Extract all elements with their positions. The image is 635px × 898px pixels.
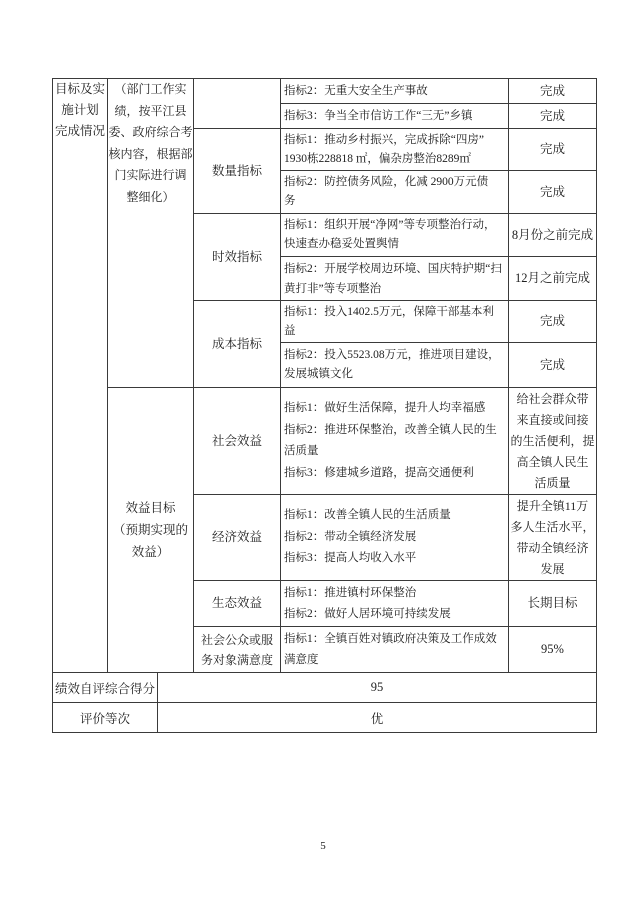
result-cell bbox=[508, 580, 597, 627]
category-label: 成本指标 bbox=[211, 336, 262, 351]
result-cell bbox=[508, 626, 597, 673]
result-line: 8月份之前完成 bbox=[511, 227, 594, 242]
indicator-line: 指标1：投入1402.5万元，保障干部基本利 bbox=[284, 305, 494, 318]
result-line: 多人生活水平， bbox=[510, 519, 595, 534]
goal-label-line: 目标及实 bbox=[54, 82, 105, 96]
result-line: 给社会群众带 bbox=[516, 391, 589, 406]
result-line: 95% bbox=[541, 642, 564, 656]
indicator-cell bbox=[280, 580, 509, 627]
indicator-line: 指标3：修建城乡道路，提高交通便利 bbox=[284, 466, 474, 479]
result-line: 12月之前完成 bbox=[514, 271, 590, 285]
indicator-line: 指标2：推进环保整治，改善全镇人民的生 bbox=[284, 423, 497, 436]
result-line: 完成 bbox=[539, 357, 565, 372]
indicator-line: 指标1：推动乡村振兴，完成拆除“四房” bbox=[284, 133, 484, 146]
indicator-cell bbox=[280, 626, 509, 673]
result-cell bbox=[508, 213, 597, 257]
indicator-line: 满意度 bbox=[284, 653, 319, 666]
benefit-label-line: 效益） bbox=[131, 545, 170, 559]
indicator-line: 指标1：推进镇村环保整治 bbox=[284, 586, 417, 599]
category-label: 生态效益 bbox=[211, 596, 262, 610]
result-cell bbox=[508, 128, 597, 171]
dept-note-line: 核内容，根据部 bbox=[108, 146, 193, 161]
indicator-line: 活质量 bbox=[284, 445, 319, 457]
category-cell-satisfaction bbox=[193, 626, 281, 673]
indicator-cell bbox=[280, 170, 509, 214]
grade-value-cell bbox=[157, 702, 597, 733]
indicator-cell bbox=[280, 103, 509, 129]
dept-note-cell bbox=[107, 78, 194, 388]
grade-value: 优 bbox=[370, 711, 384, 726]
indicator-line: 指标2：投入5523.08万元，推进项目建设， bbox=[284, 349, 500, 361]
result-line: 完成 bbox=[539, 108, 565, 123]
benefit-label-line: （预期实现的 bbox=[112, 523, 188, 537]
indicator-line: 指标2：带动全镇经济发展 bbox=[284, 530, 417, 543]
result-line: 长期目标 bbox=[527, 596, 578, 610]
indicator-line: 指标1：改善全镇人民的生活质量 bbox=[284, 509, 451, 522]
result-line: 完成 bbox=[539, 142, 565, 156]
dept-note-line: 绩，按平江县 bbox=[114, 103, 187, 118]
category-cell-continued bbox=[193, 78, 281, 129]
indicator-cell bbox=[280, 387, 509, 495]
category-cell-ecological bbox=[193, 580, 281, 627]
indicator-line: 务 bbox=[284, 195, 296, 207]
indicator-cell bbox=[280, 494, 509, 581]
dept-note-line: 整细化） bbox=[126, 189, 175, 204]
indicator-line: 1930栋228818 ㎡，偏杂房整治8289㎡ bbox=[284, 152, 471, 165]
dept-note-line: 委、政府综合考 bbox=[108, 125, 193, 139]
result-cell bbox=[508, 256, 597, 301]
indicator-cell bbox=[280, 342, 509, 388]
category-cell-economic bbox=[193, 494, 281, 581]
indicator-line: 指标1：做好生活保障，提升人均幸福感 bbox=[284, 402, 486, 414]
result-line: 来直接或间接 bbox=[516, 412, 589, 427]
indicator-line: 指标1：全镇百姓对镇政府决策及工作成效 bbox=[284, 632, 497, 645]
result-cell bbox=[508, 78, 597, 104]
page-number: 5 bbox=[320, 840, 326, 852]
score-value: 95 bbox=[370, 680, 384, 694]
indicator-line: 指标1：组织开展“净网”等专项整治行动， bbox=[284, 219, 496, 231]
result-cell bbox=[508, 170, 597, 214]
indicator-line: 指标2：防控债务风险，化减 2900万元债 bbox=[284, 176, 489, 188]
dept-note-line: （部门工作实 bbox=[114, 82, 187, 96]
category-label: 社会公众或服 bbox=[200, 632, 273, 647]
score-value-cell bbox=[157, 672, 597, 703]
indicator-line: 指标2：开展学校周边环境、国庆特护期“扫 bbox=[284, 262, 502, 275]
indicator-line: 黄打非”等专项整治 bbox=[284, 282, 382, 295]
result-cell bbox=[508, 103, 597, 129]
grade-label: 评价等次 bbox=[79, 711, 130, 726]
result-line: 带动全镇经济 bbox=[516, 540, 589, 555]
category-cell-cost bbox=[193, 300, 281, 388]
indicator-cell bbox=[280, 256, 509, 301]
category-cell-social bbox=[193, 387, 281, 495]
benefit-label-line: 效益目标 bbox=[125, 501, 176, 515]
category-label: 数量指标 bbox=[211, 163, 262, 178]
result-line: 提升全镇11万 bbox=[516, 498, 589, 513]
score-label: 绩效自评综合得分 bbox=[54, 681, 155, 696]
grade-label-cell bbox=[52, 702, 158, 733]
category-cell-timeliness bbox=[193, 213, 281, 301]
indicator-cell bbox=[280, 78, 509, 104]
category-label: 经济效益 bbox=[211, 530, 262, 544]
result-cell bbox=[508, 494, 597, 581]
result-line: 高全镇人民生 bbox=[516, 454, 589, 469]
result-cell bbox=[508, 342, 597, 388]
result-line: 活质量 bbox=[534, 475, 571, 490]
indicator-line: 发展城镇文化 bbox=[284, 368, 353, 380]
indicator-cell bbox=[280, 300, 509, 343]
result-cell bbox=[508, 387, 597, 495]
indicator-line: 指标3：争当全市信访工作“三无”乡镇 bbox=[284, 109, 473, 122]
indicator-line: 益 bbox=[284, 324, 296, 337]
category-label: 务对象满意度 bbox=[200, 652, 273, 667]
category-label: 时效指标 bbox=[211, 249, 262, 264]
benefit-label-cell bbox=[107, 387, 194, 673]
score-label-cell bbox=[52, 672, 158, 703]
result-line: 完成 bbox=[539, 83, 565, 98]
indicator-line: 快速查办稳妥处置舆情 bbox=[284, 238, 399, 250]
indicator-line: 指标2：做好人居环境可持续发展 bbox=[284, 607, 451, 620]
goal-label-line: 完成情况 bbox=[54, 124, 105, 138]
result-line: 完成 bbox=[539, 314, 565, 328]
goal-label-line: 施计划 bbox=[61, 103, 99, 117]
dept-note-line: 门实际进行调 bbox=[114, 168, 187, 182]
goal-label-cell bbox=[52, 78, 108, 673]
indicator-line: 指标3：提高人均收入水平 bbox=[284, 552, 417, 565]
indicator-cell bbox=[280, 213, 509, 257]
result-line: 完成 bbox=[539, 184, 565, 199]
indicator-line: 指标2：无重大安全生产事故 bbox=[284, 84, 428, 97]
indicator-cell bbox=[280, 128, 509, 171]
result-line: 的生活便利，提 bbox=[510, 433, 595, 448]
result-cell bbox=[508, 300, 597, 343]
category-cell-quantity bbox=[193, 128, 281, 214]
result-line: 发展 bbox=[540, 561, 565, 576]
category-label: 社会效益 bbox=[211, 433, 262, 448]
